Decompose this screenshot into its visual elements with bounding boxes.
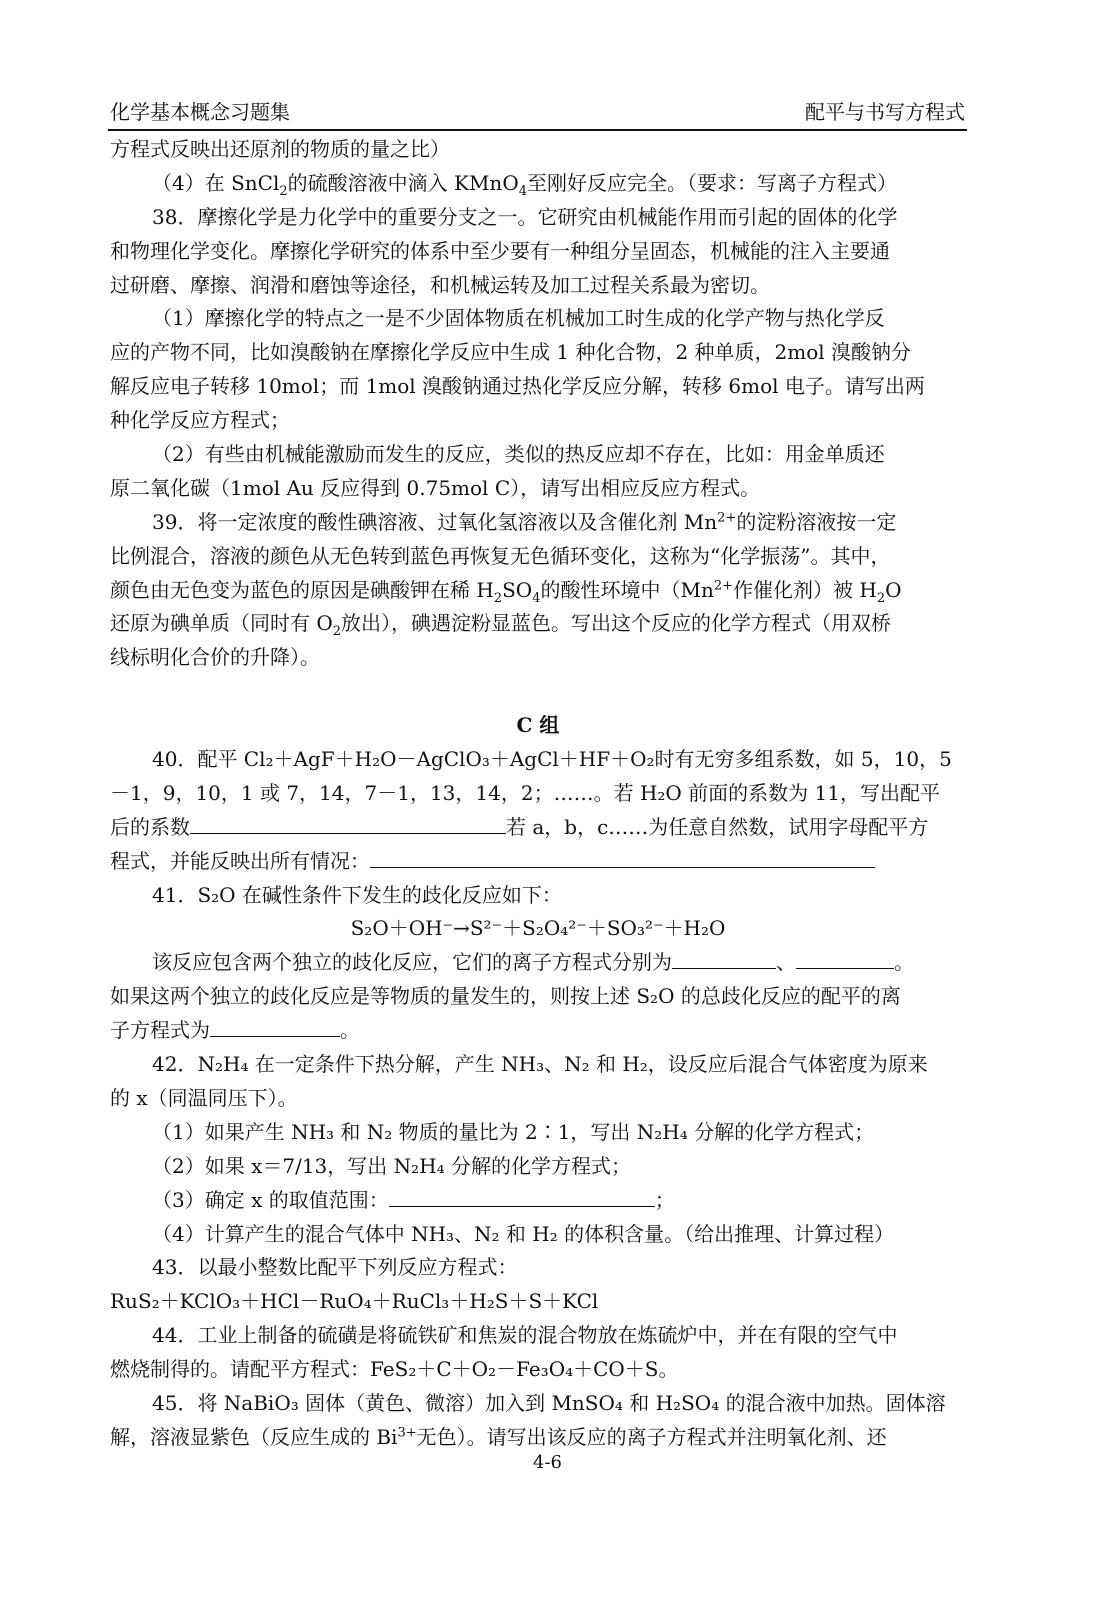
text-line: －1，9，10，1 或 7，14，7－1，13，14，2；……。若 H₂O 前面的系数为 11，写出配平 <box>110 780 940 805</box>
question-37-4: （4）在 SnCl$_2$的硫酸溶液中滴入 KMnO$_4$至刚好反应完全。（要求：写离子方程式） <box>152 170 897 199</box>
question-45: 45．将 NaBiO₃ 固体（黄色、微溶）加入到 MnSO₄ 和 H₂SO₄ 的混合液中加热。固体溶 <box>152 1390 946 1415</box>
question-40: 40．配平 Cl₂＋AgF＋H₂O－AgClO₃＋AgCl＋HF＋O₂时有无穷多组系数，如 5，10，5 <box>152 747 952 772</box>
question-42-4: （4）计算产生的混合气体中 NH₃、N₂ 和 H₂ 的体积含量。（给出推理、计算过程） <box>152 1221 895 1246</box>
reaction-equation: RuS₂＋KClO₃＋HCl－RuO₄＋RuCl₃＋H₂S＋S＋KCl <box>110 1289 599 1314</box>
text-line: 和物理化学变化。摩擦化学研究的体系中至少要有一种组分呈固态，机械能的注入主要通 <box>110 238 890 263</box>
question-42-1: （1）如果产生 NH₃ 和 N₂ 物质的量比为 2∶1，写出 N₂H₄ 分解的化学方程式； <box>152 1119 875 1144</box>
header-book-title: 化学基本概念习题集 <box>110 100 290 124</box>
page-body <box>110 133 966 1455</box>
answer-blank[interactable] <box>389 1184 655 1207</box>
text-line: 线标明化合价的升降）。 <box>110 645 320 670</box>
text-line: 子方程式为 。 <box>110 1014 966 1048</box>
text-line: 解，溶液显紫色（反应生成的 $Bi^{3+}$无色）。请写出该反应的离子方程式并注明氧化剂、还 <box>110 1424 887 1449</box>
header-chapter-title: 配平与书写方程式 <box>805 100 965 124</box>
group-heading: C 组 <box>516 713 560 738</box>
text-line: 程式，并能反映出所有情况： <box>110 845 966 879</box>
page-number: 4-6 <box>533 1452 562 1473</box>
answer-blank[interactable] <box>796 946 894 969</box>
reaction-equation: S₂O＋OH⁻→S²⁻＋S₂O₄²⁻＋SO₃²⁻＋H₂O <box>350 916 726 941</box>
text-line: 如果这两个独立的歧化反应是等物质的量发生的，则按上述 S₂O 的总歧化反应的配平的离 <box>110 984 901 1009</box>
question-42-3: （3）确定 x 的取值范围： ； <box>110 1184 966 1218</box>
question-42-2: （2）如果 x＝7/13，写出 N₂H₄ 分解的化学方程式； <box>152 1153 631 1178</box>
question-38: 38．摩擦化学是力化学中的重要分支之一。它研究由机械能作用而引起的固体的化学 <box>152 204 898 229</box>
text-line: 过研磨、摩擦、润滑和磨蚀等途径，和机械运转及加工过程关系最为密切。 <box>110 272 770 297</box>
question-38-1: （1）摩擦化学的特点之一是不少固体物质在机械加工时生成的化学产物与热化学反 <box>152 306 885 331</box>
text-line: 燃烧制得的。请配平方程式：FeS₂＋C＋O₂－Fe₃O₄＋CO＋S。 <box>110 1357 679 1382</box>
question-39: 39．将一定浓度的酸性碘溶液、过氧化氢溶液以及含催化剂 $Mn^{2+}$的淀粉溶液按一定 <box>152 509 897 534</box>
text-line: 原二氧化碳（1mol Au 反应得到 0.75mol C），请写出相应反应方程式。 <box>110 475 761 500</box>
header-rule <box>108 129 967 131</box>
question-38-2: （2）有些由机械能激励而发生的反应，类似的热反应却不存在，比如：用金单质还 <box>152 442 885 467</box>
answer-blank[interactable] <box>190 811 506 834</box>
text-line: 方程式反映出还原剂的物质的量之比） <box>110 137 450 161</box>
question-42: 42．N₂H₄ 在一定条件下热分解，产生 NH₃、N₂ 和 H₂，设反应后混合气体密度为原来 <box>152 1052 928 1077</box>
question-44: 44．工业上制备的硫磺是将硫铁矿和焦炭的混合物放在炼硫炉中，并在有限的空气中 <box>152 1323 898 1348</box>
text-line: 比例混合，溶液的颜色从无色转到蓝色再恢复无色循环变化，这称为“化学振荡”。其中， <box>110 543 891 568</box>
text-line: 的 x（同温同压下）。 <box>110 1085 298 1110</box>
text-line: 种化学反应方程式； <box>110 408 290 433</box>
text-line: 该反应包含两个独立的歧化反应，它们的离子方程式分别为 、 。 <box>110 946 966 980</box>
text-line: 还原为碘单质（同时有 $O_2$放出），碘遇淀粉显蓝色。写出这个反应的化学方程式（用双桥 <box>110 611 892 640</box>
question-41: 41．S₂O 在碱性条件下发生的歧化反应如下： <box>152 882 562 907</box>
text-line: 后的系数 若 a，b，c……为任意自然数，试用字母配平方 <box>110 811 966 845</box>
answer-blank[interactable] <box>370 845 875 868</box>
text-line: 解反应电子转移 10mol；而 1mol 溴酸钠通过热化学反应分解，转移 6mol 电子。请写出两 <box>110 374 925 399</box>
question-43: 43．以最小整数比配平下列反应方程式： <box>152 1255 518 1280</box>
text-line: 颜色由无色变为蓝色的原因是碘酸钾在稀 $H_2SO_4$的酸性环境中（$Mn^{2+}$作催化剂）被 $H_2O$ <box>110 577 902 606</box>
answer-blank[interactable] <box>210 1014 340 1037</box>
answer-blank[interactable] <box>672 946 776 969</box>
text-line: 应的产物不同，比如溴酸钠在摩擦化学反应中生成 1 种化合物，2 种单质，2mol 溴酸钠分 <box>110 340 912 365</box>
